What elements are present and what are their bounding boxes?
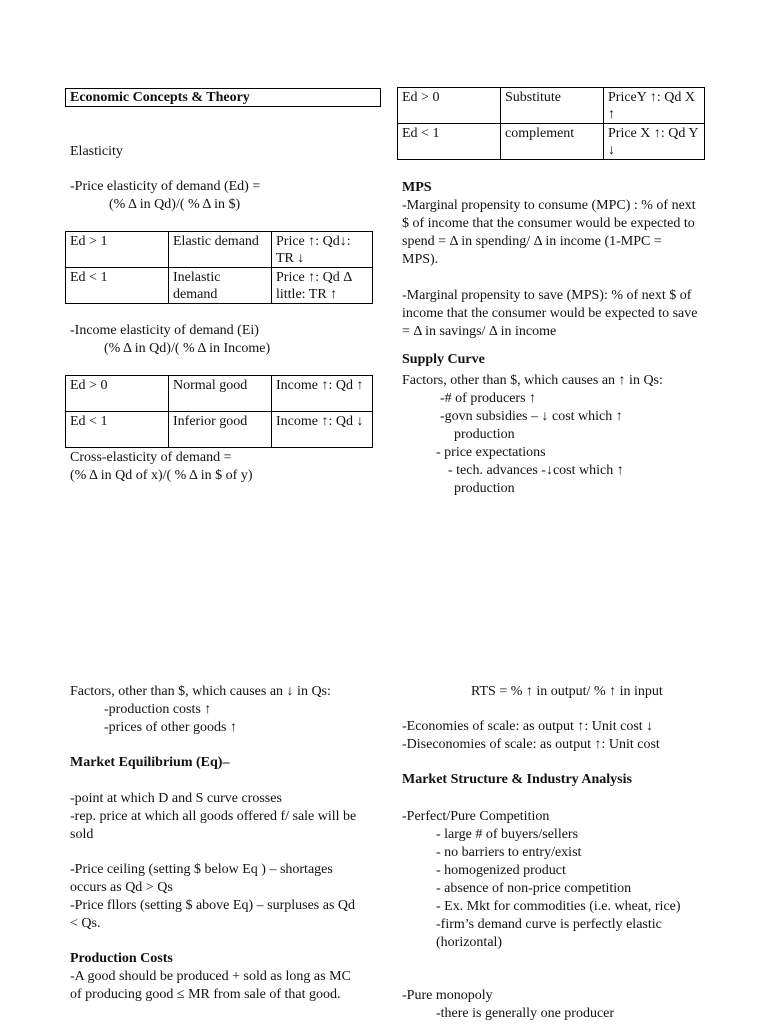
perfect-competition: -Perfect/Pure Competition [402,809,550,824]
supply-intro: Factors, other than $, which causes an ↑ in Qs: [402,373,663,388]
price-floor: -Price fllors (setting $ above Eq) – surpluses as Qd < Qs. [70,898,355,931]
list-item: - large # of buyers/sellers [436,827,579,842]
table-cell: Inelastic demand [169,268,272,304]
table-cell: complement [501,124,604,160]
equilibrium-point: -point at which D and S curve crosses [70,791,282,806]
list-item: - no barriers to entry/exist [436,845,582,860]
ped-definition: -Price elasticity of demand (Ed) = [70,179,261,194]
page-title: Economic Concepts & Theory [65,88,381,107]
list-item: - Ex. Mkt for commodities (i.e. wheat, rice) [436,899,681,914]
list-item: - absence of non-price competition [436,881,632,896]
table-cell: Price ↑: Qd Δ little: TR ↑ [272,268,373,304]
equilibrium-heading: Market Equilibrium (Eq)– [70,755,230,770]
economies-of-scale: -Economies of scale: as output ↑: Unit cost ↓ [402,719,654,734]
table-cell: Substitute [501,88,604,124]
list-item: -there is generally one producer [436,1006,615,1021]
list-item: -govn subsidies – ↓ cost which ↑ [440,409,623,424]
production-paragraph: -A good should be produced + sold as long as MC of producing good ≤ MR from sale of that good. [70,969,351,1002]
perfect-list [436,826,702,952]
equilibrium-price: -rep. price at which all goods offered f/ sale will be sold [70,809,357,842]
table-cell: Inferior good [169,412,272,448]
pure-monopoly: -Pure monopoly [402,988,493,1003]
table-cell: Income ↑: Qd ↑ [272,376,373,412]
table-row [66,376,373,412]
list-item: production [454,481,515,496]
table-row [398,124,705,160]
elasticity-heading: Elasticity [70,144,123,159]
table-row [66,232,373,268]
table-cell: Ed < 1 [66,412,169,448]
table-cell: Ed < 1 [398,124,501,160]
ped-table [65,231,373,304]
list-item: -prices of other goods ↑ [104,720,237,735]
table-cell: Price X ↑: Qd Y ↓ [604,124,705,160]
cross-table [397,87,705,160]
table-cell: Normal good [169,376,272,412]
list-item: -# of producers ↑ [440,391,537,406]
list-item: - tech. advances -↓cost which ↑ [448,463,624,478]
mps-paragraph: -Marginal propensity to save (MPS): % of next $ of income that the consumer would be expected to save = Δ in savings/ Δ in income [402,288,698,339]
table-cell: Ed > 0 [398,88,501,124]
table-cell: Income ↑: Qd ↓ [272,412,373,448]
table-cell: Elastic demand [169,232,272,268]
mps-heading: MPS [402,180,432,195]
supply-list [402,390,702,498]
ied-formula: (% Δ in Qd)/( % Δ in Income) [104,341,271,356]
list-item: -firm’s demand curve is perfectly elastic (horizontal) [436,917,662,950]
market-heading: Market Structure & Industry Analysis [402,772,632,787]
ced-formula: (% Δ in Qd of x)/( % Δ in $ of y) [70,468,253,483]
table-cell: PriceY ↑: Qd X ↑ [604,88,705,124]
production-heading: Production Costs [70,951,173,966]
mpc-paragraph: -Marginal propensity to consume (MPC) : % of next $ of income that the consumer would be expected to spend = Δ in spending/ Δ in income (1-MPC = MPS). [402,198,696,267]
table-row [66,268,373,304]
list-item: -production costs ↑ [104,702,212,717]
diseconomies-of-scale: -Diseconomies of scale: as output ↑: Unit cost [402,737,660,752]
supply-heading: Supply Curve [402,352,485,367]
ied-table [65,375,373,448]
table-cell: Ed > 1 [66,232,169,268]
ced-definition: Cross-elasticity of demand = [70,450,232,465]
ped-formula: (% Δ in Qd)/( % Δ in $) [109,197,241,212]
rts-formula: RTS = % ↑ in output/ % ↑ in input [471,684,663,699]
table-cell: Price ↑: Qd↓: TR ↓ [272,232,373,268]
price-ceiling: -Price ceiling (setting $ below Eq ) – shortages occurs as Qd > Qs [70,862,333,895]
list-item: - price expectations [436,445,546,460]
table-row [398,88,705,124]
list-item: production [454,427,515,442]
ied-definition: -Income elasticity of demand (Ei) [70,323,259,338]
decrease-intro: Factors, other than $, which causes an ↓ in Qs: [70,684,331,699]
list-item: - homogenized product [436,863,566,878]
table-cell: Ed > 0 [66,376,169,412]
table-cell: Ed < 1 [66,268,169,304]
table-row [66,412,373,448]
